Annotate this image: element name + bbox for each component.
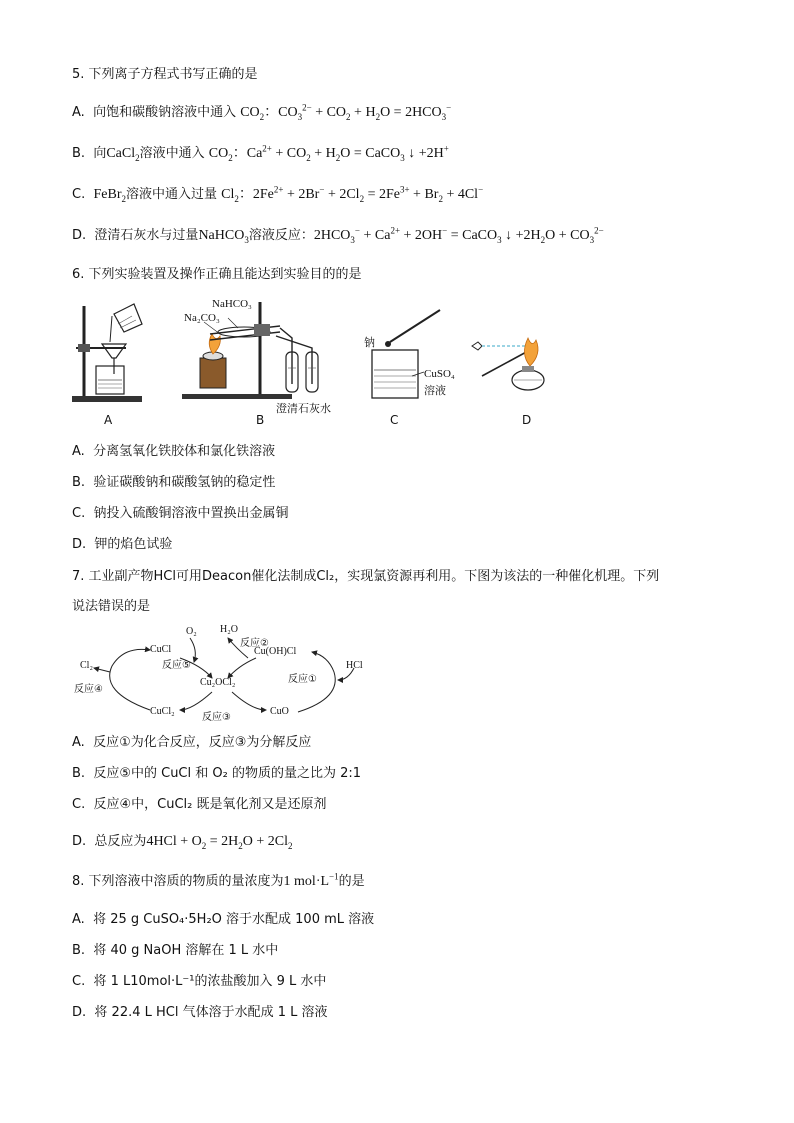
figure-label-b: B [256, 413, 265, 427]
label-cucl: CuCl [150, 644, 172, 655]
label-hcl: HCl [346, 660, 363, 671]
q8-option-c[interactable]: C. 将 1 L10mol·L⁻¹的浓盐酸加入 9 L 水中 [72, 974, 327, 989]
label-sodium: 钠 [364, 336, 375, 349]
q7-option-d[interactable]: D. 总反应为$4HCl + O_2 = 2H_2O + 2Cl_2$ [72, 834, 293, 851]
apparatus-d-figure [468, 330, 568, 410]
label-reaction-1: 反应① [288, 674, 317, 685]
label-reaction-5: 反应⑤ [162, 660, 191, 671]
q6-option-a[interactable]: A. 分离氢氧化铁胶体和氯化铁溶液 [72, 444, 276, 459]
label-o2: O₂ [186, 626, 197, 637]
q6-stem: 6. 下列实验装置及操作正确且能达到实验目的的是 [72, 267, 362, 282]
q5-stem: 5. 下列离子方程式书写正确的是 [72, 67, 258, 82]
figure-label-d: D [522, 413, 532, 427]
q7-option-a[interactable]: A. 反应①为化合反应，反应③为分解反应 [72, 735, 312, 750]
apparatus-a-figure [66, 296, 166, 426]
q8-option-b[interactable]: B. 将 40 g NaOH 溶解在 1 L 水中 [72, 943, 279, 958]
catalysis-cycle-diagram [72, 622, 392, 726]
q8-option-a[interactable]: A. 将 25 g CuSO₄·5H₂O 溶于水配成 100 mL 溶液 [72, 912, 375, 927]
q6-option-c[interactable]: C. 钠投入硫酸铜溶液中置换出金属铜 [72, 506, 289, 521]
figure-label-a: A [104, 413, 113, 427]
q6-option-b[interactable]: B. 验证碳酸钠和碳酸氢钠的稳定性 [72, 475, 276, 490]
label-reaction-4: 反应④ [74, 684, 103, 695]
label-limewater: 澄清石灰水 [276, 402, 331, 415]
q7-stem-line2: 说法错误的是 [72, 599, 151, 614]
label-h2o: H₂O [220, 624, 238, 635]
q8-stem: 8. 下列溶液中溶质的物质的量浓度为1 $mol\cdot L^{-1}$的是 [72, 871, 365, 889]
label-cuohcl: Cu(OH)Cl [254, 646, 297, 657]
label-na2co3: Na₂CO₃ [184, 312, 220, 324]
q5-option-b[interactable]: B. 向CaCl$_2$溶液中通入 $CO_2$：$Ca^{2+} + CO_2 + H_2O$ = CaCO$_3$ ↓ +2H+ [72, 143, 449, 163]
label-cucl2: CuCl₂ [150, 706, 175, 717]
q7-stem-line1: 7. 工业副产物HCl可用Deacon催化法制成Cl₂，实现氯资源再利用。下图为该法的一种催化机理。下列 [72, 569, 660, 584]
label-cl2: Cl₂ [80, 660, 93, 671]
label-cuso4: CuSO₄ [424, 368, 455, 380]
figure-label-c: C [390, 413, 399, 427]
label-reaction-3: 反应③ [202, 712, 231, 723]
q5-option-c[interactable]: C. FeBr$_2$溶液中通入过量 $Cl_2$：$2Fe^{2+} + 2Br^- + 2Cl_2 = 2Fe^{3+} + Br_2 + 4Cl^-$ [72, 184, 484, 204]
q7-option-b[interactable]: B. 反应⑤中的 CuCl 和 O₂ 的物质的量之比为 2:1 [72, 766, 362, 781]
label-reaction-2: 反应② [240, 638, 269, 649]
q6-option-d[interactable]: D. 钾的焰色试验 [72, 537, 173, 552]
q5-option-a[interactable]: A. 向饱和碳酸钠溶液中通入 $CO_2$：$CO_3^{2-} + CO_2 + H_2O = 2HCO_3^-$ [72, 102, 452, 122]
label-cuo: CuO [270, 706, 289, 717]
label-cu2ocl2: Cu₂OCl₂ [200, 677, 236, 688]
label-nahco3: NaHCO₃ [212, 298, 252, 310]
q8-option-d[interactable]: D. 将 22.4 L HCl 气体溶于水配成 1 L 溶液 [72, 1005, 328, 1020]
label-solution: 溶液 [424, 384, 446, 397]
q7-option-c[interactable]: C. 反应④中，CuCl₂ 既是氧化剂又是还原剂 [72, 797, 327, 812]
q5-option-d[interactable]: D. 澄清石灰水与过量NaHCO$_3$溶液反应：$2HCO_3^- + Ca^{2+} + 2OH^-$ = CaCO$_3$ ↓ $+2H_2O + CO_3^{2-}$ [72, 225, 604, 245]
